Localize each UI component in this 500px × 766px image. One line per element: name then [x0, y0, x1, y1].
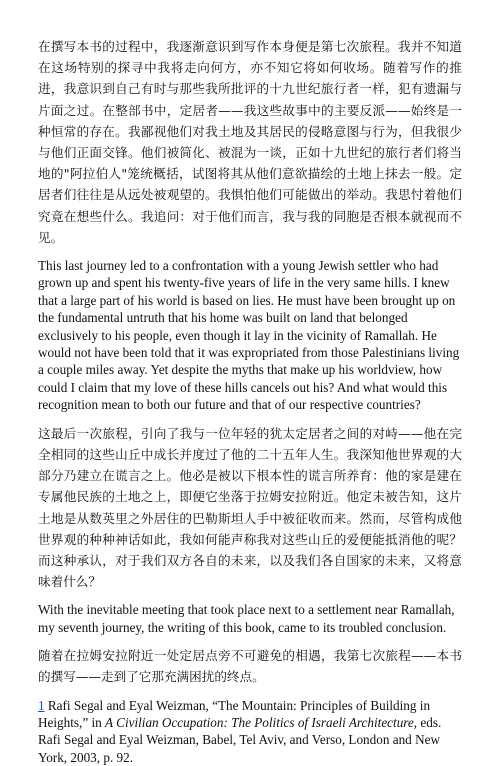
footnote — [38, 697, 462, 766]
english-paragraph-2: With the inevitable meeting that took place next to a settlement near Ramallah, my seventh journey, the writing of this book, came to its troubled conclusion. — [38, 602, 455, 635]
chinese-paragraph-2: 这最后一次旅程，引向了我与一位年轻的犹太定居者之间的对峙——他在完全相同的这些山丘中成长并度过了他的二十五年人生。我深知他世界观的大部分乃建立在谎言之上。他必是被以下根本性的谎言所养育：他的家是建在专属他民族的土地之上，即便它坐落于拉姆安拉附近。他定未被告知，这片土地是从数英里之外居住的巴勒斯坦人手中被征收而来。然而，尽管构成他世界观的种种神话如此，我如何能声称我对这些山丘的爱便能抵消他的呢？而这种承认，对于我们双方各自的未来，以及我们各自国家的未来，又将意味着什么？ — [38, 425, 462, 590]
english-paragraph-1: This last journey led to a confrontation with a young Jewish settler who had grown up and spent his twenty-five years of life in the very same hills. I knew that a large part of his world is based on lies. He must have been brought up on the fundamental untruth that his home was built on land that belonged exclusively to his people, even though it lay in the vicinity of Ramallah. He would not have been told that it was expropriated from those Palestinians living a couple miles away. Yet despite the myths that make up his worldview, how could I claim that my love of these hills cancels out his? And what would this recognition mean to both our future and that of our respective countries? — [38, 258, 460, 413]
chinese-paragraph-3: 随着在拉姆安拉附近一处定居点旁不可避免的相遇，我第七次旅程——本书的撰写——走到了它那充满困扰的终点。 — [38, 648, 462, 685]
footnote-number-link[interactable]: 1 — [38, 697, 45, 713]
footnote-book-title: A Civilian Occupation: The Politics of Israeli Architecture — [105, 714, 414, 730]
chinese-paragraph-1: 在撰写本书的过程中，我逐渐意识到写作本身便是第七次旅程。我并不知道在这场特别的探寻中我将走向何方，亦不知它将如何收场。随着写作的推进，我意识到自己有时与那些我所批评的十九世纪旅行者一样，犯有遗漏与片面之过。在整部书中，定居者——我这些故事中的主要反派——始终是一种恒常的存在。我鄙视他们对我土地及其居民的侵略意图与行为，但我很少与他们正面交锋。他们被简化、被混为一谈，正如十九世纪的旅行者们将当地的"阿拉伯人"笼统概括，试图将其从他们意欲描绘的土地上抹去一般。定居者们往往是从远处被观望的。我惧怕他们可能做出的举动。我思忖着他们究竟在想些什么。我追问：对于他们而言，我与我的同胞是否根本就视而不见。 — [38, 39, 462, 245]
footnote-text-before: Rafi Segal and Eyal Weizman, “The Mountain: Principles of Building in Heights,” in — [38, 697, 431, 730]
footnote-text-after: , eds. Rafi Segal and Eyal Weizman, Babel, Tel Aviv, and Verso, London and New York, 2003, p. 92. — [38, 714, 442, 765]
